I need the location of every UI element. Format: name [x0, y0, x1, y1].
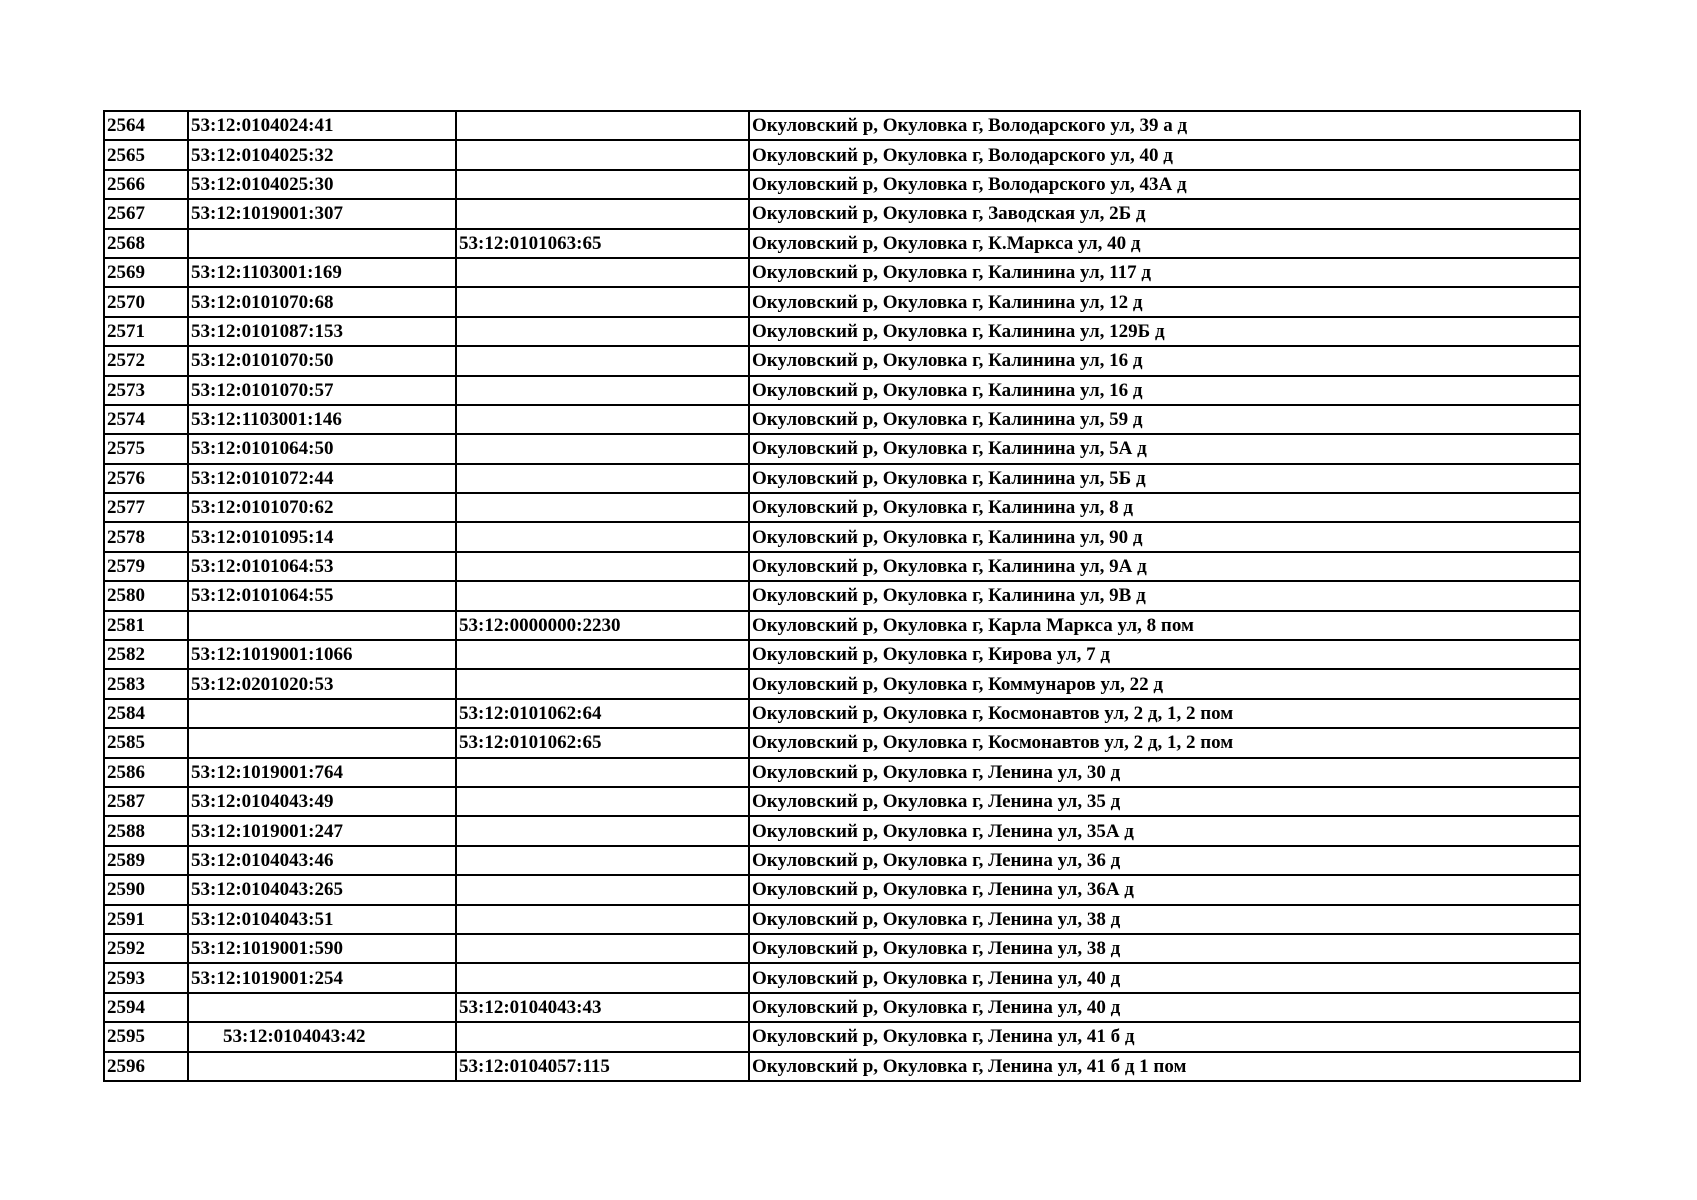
- table-row: [104, 846, 1580, 875]
- row-number-cell: 2568: [104, 229, 188, 258]
- row-number-cell: 2590: [104, 875, 188, 904]
- premises-cadastral-number-cell: [456, 434, 749, 463]
- table-row: [104, 111, 1580, 140]
- cadastral-number-cell: 53:12:0101064:55: [188, 581, 456, 610]
- table-row: [104, 552, 1580, 581]
- premises-cadastral-number-cell: 53:12:0101062:65: [456, 728, 749, 757]
- premises-cadastral-number-cell: [456, 493, 749, 522]
- premises-cadastral-number-cell: 53:12:0101063:65: [456, 229, 749, 258]
- premises-cadastral-number-cell: [456, 669, 749, 698]
- table-row: [104, 611, 1580, 640]
- premises-cadastral-number-cell: [456, 258, 749, 287]
- table-row: [104, 170, 1580, 199]
- address-cell: Окуловский р, Окуловка г, Ленина ул, 30 д: [749, 758, 1580, 787]
- table-row: [104, 905, 1580, 934]
- address-cell: Окуловский р, Окуловка г, Калинина ул, 90 д: [749, 522, 1580, 551]
- premises-cadastral-number-cell: [456, 170, 749, 199]
- cadastral-number-cell: 53:12:0104025:32: [188, 140, 456, 169]
- table-row: [104, 287, 1580, 316]
- address-cell: Окуловский р, Окуловка г, Ленина ул, 35А д: [749, 816, 1580, 845]
- address-cell: Окуловский р, Окуловка г, Ленина ул, 41 б д: [749, 1022, 1580, 1051]
- row-number-cell: 2571: [104, 317, 188, 346]
- table-row: [104, 875, 1580, 904]
- cadastral-number-cell: [188, 993, 456, 1022]
- table-row: [104, 787, 1580, 816]
- table-row: [104, 493, 1580, 522]
- address-cell: Окуловский р, Окуловка г, Космонавтов ул, 2 д, 1, 2 пом: [749, 728, 1580, 757]
- row-number-cell: 2589: [104, 846, 188, 875]
- table-row: [104, 229, 1580, 258]
- premises-cadastral-number-cell: [456, 816, 749, 845]
- cadastral-number-cell: 53:12:0104043:265: [188, 875, 456, 904]
- address-cell: Окуловский р, Окуловка г, Калинина ул, 16 д: [749, 376, 1580, 405]
- address-cell: Окуловский р, Окуловка г, Ленина ул, 36 д: [749, 846, 1580, 875]
- table-row: [104, 581, 1580, 610]
- cadastral-number-cell: 53:12:0104025:30: [188, 170, 456, 199]
- row-number-cell: 2567: [104, 199, 188, 228]
- address-cell: Окуловский р, Окуловка г, Калинина ул, 129Б д: [749, 317, 1580, 346]
- table-row: [104, 346, 1580, 375]
- premises-cadastral-number-cell: 53:12:0101062:64: [456, 699, 749, 728]
- address-cell: Окуловский р, Окуловка г, Калинина ул, 9В д: [749, 581, 1580, 610]
- row-number-cell: 2581: [104, 611, 188, 640]
- cadastral-number-cell: 53:12:1019001:307: [188, 199, 456, 228]
- table-row: [104, 934, 1580, 963]
- table-row: [104, 728, 1580, 757]
- cadastral-number-cell: 53:12:1019001:590: [188, 934, 456, 963]
- cadastral-number-cell: 53:12:1019001:1066: [188, 640, 456, 669]
- row-number-cell: 2585: [104, 728, 188, 757]
- table-row: [104, 640, 1580, 669]
- cadastral-number-cell: 53:12:0101064:50: [188, 434, 456, 463]
- premises-cadastral-number-cell: [456, 287, 749, 316]
- premises-cadastral-number-cell: [456, 581, 749, 610]
- cadastral-number-cell: [188, 1052, 456, 1081]
- table-row: [104, 816, 1580, 845]
- premises-cadastral-number-cell: [456, 199, 749, 228]
- address-cell: Окуловский р, Окуловка г, Калинина ул, 5А д: [749, 434, 1580, 463]
- cadastral-number-cell: 53:12:0101070:62: [188, 493, 456, 522]
- premises-cadastral-number-cell: [456, 934, 749, 963]
- premises-cadastral-number-cell: [456, 111, 749, 140]
- premises-cadastral-number-cell: [456, 905, 749, 934]
- row-number-cell: 2584: [104, 699, 188, 728]
- cadastral-number-cell: 53:12:0104024:41: [188, 111, 456, 140]
- cadastral-number-cell: 53:12:0104043:42: [188, 1022, 456, 1051]
- table-row: [104, 963, 1580, 992]
- address-cell: Окуловский р, Окуловка г, Калинина ул, 16 д: [749, 346, 1580, 375]
- row-number-cell: 2575: [104, 434, 188, 463]
- address-cell: Окуловский р, Окуловка г, Коммунаров ул, 22 д: [749, 669, 1580, 698]
- cadastral-number-cell: 53:12:1019001:764: [188, 758, 456, 787]
- row-number-cell: 2569: [104, 258, 188, 287]
- row-number-cell: 2587: [104, 787, 188, 816]
- premises-cadastral-number-cell: [456, 522, 749, 551]
- premises-cadastral-number-cell: [456, 140, 749, 169]
- cadastral-number-cell: 53:12:1019001:254: [188, 963, 456, 992]
- row-number-cell: 2572: [104, 346, 188, 375]
- address-cell: Окуловский р, Окуловка г, Ленина ул, 38 д: [749, 905, 1580, 934]
- table-row: [104, 258, 1580, 287]
- row-number-cell: 2566: [104, 170, 188, 199]
- table-row: [104, 699, 1580, 728]
- address-cell: Окуловский р, Окуловка г, Калинина ул, 9А д: [749, 552, 1580, 581]
- row-number-cell: 2570: [104, 287, 188, 316]
- table-row: [104, 434, 1580, 463]
- table-row: [104, 1052, 1580, 1081]
- table-row: [104, 993, 1580, 1022]
- premises-cadastral-number-cell: [456, 464, 749, 493]
- cadastral-number-cell: 53:12:0101070:50: [188, 346, 456, 375]
- address-cell: Окуловский р, Окуловка г, Карла Маркса ул, 8 пом: [749, 611, 1580, 640]
- address-cell: Окуловский р, Окуловка г, Ленина ул, 40 д: [749, 993, 1580, 1022]
- address-cell: Окуловский р, Окуловка г, Ленина ул, 36А д: [749, 875, 1580, 904]
- row-number-cell: 2577: [104, 493, 188, 522]
- address-cell: Окуловский р, Окуловка г, Ленина ул, 41 б д 1 пом: [749, 1052, 1580, 1081]
- row-number-cell: 2591: [104, 905, 188, 934]
- row-number-cell: 2582: [104, 640, 188, 669]
- address-cell: Окуловский р, Окуловка г, Калинина ул, 117 д: [749, 258, 1580, 287]
- cadastral-number-cell: 53:12:0101095:14: [188, 522, 456, 551]
- row-number-cell: 2564: [104, 111, 188, 140]
- premises-cadastral-number-cell: [456, 552, 749, 581]
- address-cell: Окуловский р, Окуловка г, К.Маркса ул, 40 д: [749, 229, 1580, 258]
- registry-table-body: [104, 111, 1580, 1081]
- address-cell: Окуловский р, Окуловка г, Калинина ул, 12 д: [749, 287, 1580, 316]
- registry-table: [103, 110, 1581, 1082]
- table-row: [104, 199, 1580, 228]
- premises-cadastral-number-cell: [456, 405, 749, 434]
- address-cell: Окуловский р, Окуловка г, Ленина ул, 40 д: [749, 963, 1580, 992]
- table-row: [104, 376, 1580, 405]
- address-cell: Окуловский р, Окуловка г, Ленина ул, 35 д: [749, 787, 1580, 816]
- address-cell: Окуловский р, Окуловка г, Калинина ул, 59 д: [749, 405, 1580, 434]
- table-row: [104, 1022, 1580, 1051]
- row-number-cell: 2573: [104, 376, 188, 405]
- row-number-cell: 2586: [104, 758, 188, 787]
- premises-cadastral-number-cell: [456, 758, 749, 787]
- premises-cadastral-number-cell: 53:12:0104043:43: [456, 993, 749, 1022]
- premises-cadastral-number-cell: [456, 963, 749, 992]
- address-cell: Окуловский р, Окуловка г, Заводская ул, 2Б д: [749, 199, 1580, 228]
- premises-cadastral-number-cell: [456, 846, 749, 875]
- row-number-cell: 2594: [104, 993, 188, 1022]
- cadastral-number-cell: 53:12:0101087:153: [188, 317, 456, 346]
- premises-cadastral-number-cell: [456, 317, 749, 346]
- cadastral-number-cell: 53:12:0104043:49: [188, 787, 456, 816]
- cadastral-number-cell: [188, 611, 456, 640]
- address-cell: Окуловский р, Окуловка г, Ленина ул, 38 д: [749, 934, 1580, 963]
- cadastral-number-cell: 53:12:0101070:68: [188, 287, 456, 316]
- cadastral-number-cell: [188, 728, 456, 757]
- row-number-cell: 2583: [104, 669, 188, 698]
- row-number-cell: 2596: [104, 1052, 188, 1081]
- premises-cadastral-number-cell: [456, 640, 749, 669]
- table-row: [104, 405, 1580, 434]
- row-number-cell: 2565: [104, 140, 188, 169]
- table-row: [104, 464, 1580, 493]
- cadastral-number-cell: 53:12:1103001:146: [188, 405, 456, 434]
- address-cell: Окуловский р, Окуловка г, Космонавтов ул, 2 д, 1, 2 пом: [749, 699, 1580, 728]
- premises-cadastral-number-cell: [456, 787, 749, 816]
- table-row: [104, 758, 1580, 787]
- cadastral-number-cell: [188, 699, 456, 728]
- table-row: [104, 317, 1580, 346]
- premises-cadastral-number-cell: 53:12:0104057:115: [456, 1052, 749, 1081]
- address-cell: Окуловский р, Окуловка г, Калинина ул, 8 д: [749, 493, 1580, 522]
- address-cell: Окуловский р, Окуловка г, Володарского ул, 40 д: [749, 140, 1580, 169]
- table-row: [104, 669, 1580, 698]
- cadastral-number-cell: 53:12:0104043:51: [188, 905, 456, 934]
- cadastral-number-cell: 53:12:1103001:169: [188, 258, 456, 287]
- premises-cadastral-number-cell: [456, 1022, 749, 1051]
- row-number-cell: 2576: [104, 464, 188, 493]
- row-number-cell: 2595: [104, 1022, 188, 1051]
- row-number-cell: 2578: [104, 522, 188, 551]
- cadastral-number-cell: 53:12:0104043:46: [188, 846, 456, 875]
- table-row: [104, 140, 1580, 169]
- row-number-cell: 2574: [104, 405, 188, 434]
- premises-cadastral-number-cell: [456, 346, 749, 375]
- premises-cadastral-number-cell: [456, 875, 749, 904]
- row-number-cell: 2580: [104, 581, 188, 610]
- cadastral-number-cell: 53:12:0101064:53: [188, 552, 456, 581]
- address-cell: Окуловский р, Окуловка г, Калинина ул, 5Б д: [749, 464, 1580, 493]
- row-number-cell: 2592: [104, 934, 188, 963]
- cadastral-number-cell: 53:12:1019001:247: [188, 816, 456, 845]
- address-cell: Окуловский р, Окуловка г, Володарского ул, 39 а д: [749, 111, 1580, 140]
- row-number-cell: 2579: [104, 552, 188, 581]
- cadastral-number-cell: 53:12:0101072:44: [188, 464, 456, 493]
- address-cell: Окуловский р, Окуловка г, Володарского ул, 43А д: [749, 170, 1580, 199]
- cadastral-number-cell: 53:12:0201020:53: [188, 669, 456, 698]
- table-row: [104, 522, 1580, 551]
- row-number-cell: 2593: [104, 963, 188, 992]
- premises-cadastral-number-cell: 53:12:0000000:2230: [456, 611, 749, 640]
- premises-cadastral-number-cell: [456, 376, 749, 405]
- cadastral-number-cell: [188, 229, 456, 258]
- address-cell: Окуловский р, Окуловка г, Кирова ул, 7 д: [749, 640, 1580, 669]
- cadastral-number-cell: 53:12:0101070:57: [188, 376, 456, 405]
- row-number-cell: 2588: [104, 816, 188, 845]
